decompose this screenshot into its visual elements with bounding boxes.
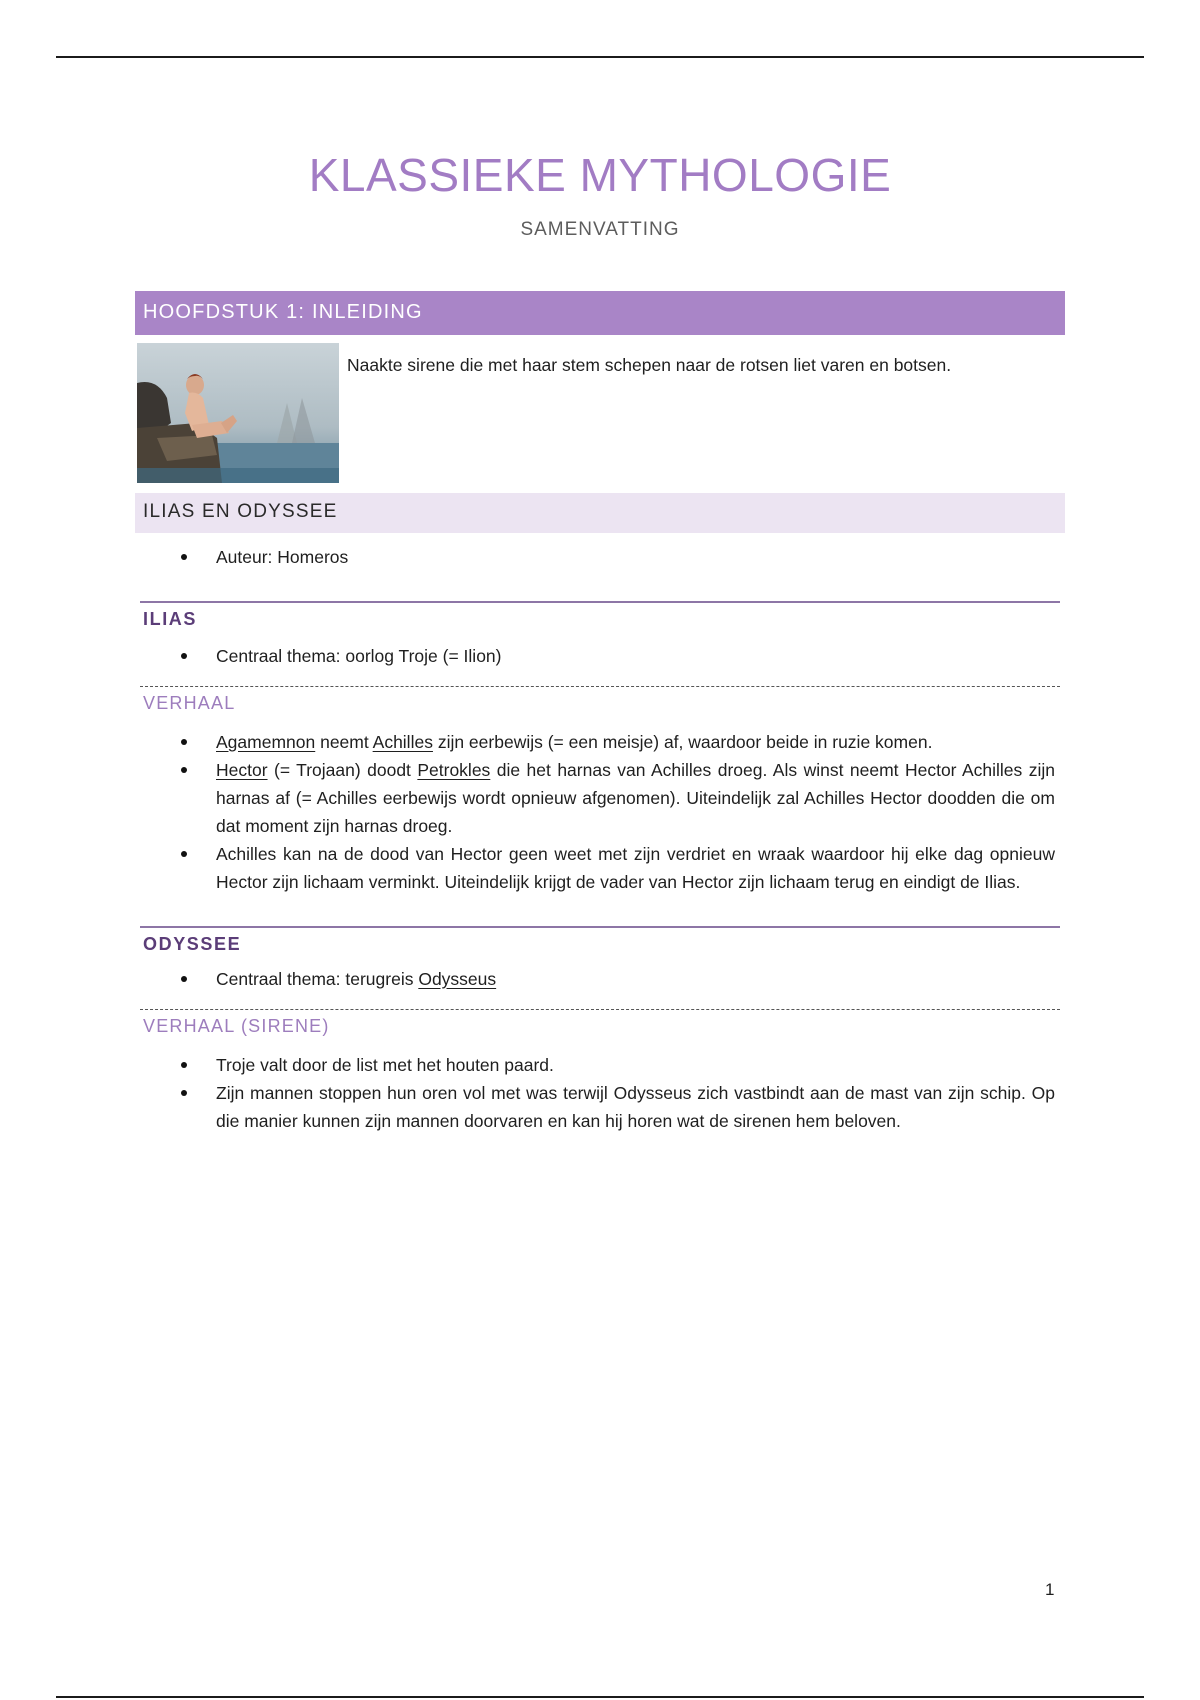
list-item: Zijn mannen stoppen hun oren vol met was terwijl Odysseus zich vastbindt aan de mast van zijn schip. Op die manier kunnen zijn mannen doorvaren en kan hij horen wat de sirenen hem beloven.: [135, 1079, 1065, 1135]
list-item: Agamemnon neemt Achilles zijn eerbewijs (= een meisje) af, waardoor beide in ruzie komen.: [135, 728, 1065, 756]
list-item: Centraal thema: oorlog Troje (= Ilion): [135, 642, 1065, 670]
bullet-icon: [181, 767, 187, 773]
bullet-icon: [181, 554, 187, 560]
page-top-rule: [56, 56, 1144, 58]
bullet-icon: [181, 1090, 187, 1096]
section-divider: [140, 601, 1060, 603]
bullet-icon: [181, 976, 187, 982]
section-heading-ilias-en-odyssee: ILIAS EN ODYSSEE: [135, 493, 1065, 533]
odyssee-list: [135, 965, 1065, 993]
subsection-divider: [140, 686, 1060, 687]
ilias-odyssee-list: [135, 543, 1065, 571]
heading-odyssee: ODYSSEE: [143, 933, 242, 954]
bullet-icon: [181, 1062, 187, 1068]
page-number: 1: [1045, 1580, 1055, 1599]
heading-verhaal: VERHAAL: [143, 692, 236, 713]
bullet-icon: [181, 653, 187, 659]
bullet-icon: [181, 851, 187, 857]
list-item: Achilles kan na de dood van Hector geen weet met zijn verdriet en wraak waardoor hij elke dag opnieuw Hector zijn lichaam verminkt. Uiteindelijk krijgt de vader van Hector zijn lichaam terug en eindigt de Ilias.: [135, 840, 1065, 896]
document-subtitle: SAMENVATTING: [520, 218, 680, 240]
intro-section: [135, 343, 1065, 483]
intro-text: Naakte sirene die met haar stem schepen naar de rotsen liet varen en botsen.: [347, 354, 952, 375]
chapter-heading: HOOFDSTUK 1: INLEIDING: [135, 291, 1065, 335]
siren-painting-image: [137, 343, 339, 483]
heading-verhaal-sirene: VERHAAL (SIRENE): [143, 1015, 330, 1036]
list-item: Hector (= Trojaan) doodt Petrokles die het harnas van Achilles droeg. Als winst neemt Hector Achilles zijn harnas af (= Achilles eerbewijs wordt opnieuw afgenomen). Uiteindelijk zal Achilles Hector doodden die om dat moment zijn harnas droeg.: [135, 756, 1065, 840]
heading-ilias: ILIAS: [143, 608, 198, 629]
list-item: Troje valt door de list met het houten paard.: [135, 1051, 1065, 1079]
list-item: Centraal thema: terugreis Odysseus: [135, 965, 1065, 993]
ilias-list: [135, 642, 1065, 670]
list-item: Auteur: Homeros: [135, 543, 1065, 571]
ilias-verhaal-list: [135, 728, 1065, 896]
subsection-divider: [140, 1009, 1060, 1010]
document-title: KLASSIEKE MYTHOLOGIE: [308, 149, 892, 201]
document-page: [135, 140, 1065, 1135]
bullet-icon: [181, 739, 187, 745]
section-divider: [140, 926, 1060, 928]
page-bottom-rule: [56, 1696, 1144, 1698]
odyssee-verhaal-list: [135, 1051, 1065, 1135]
